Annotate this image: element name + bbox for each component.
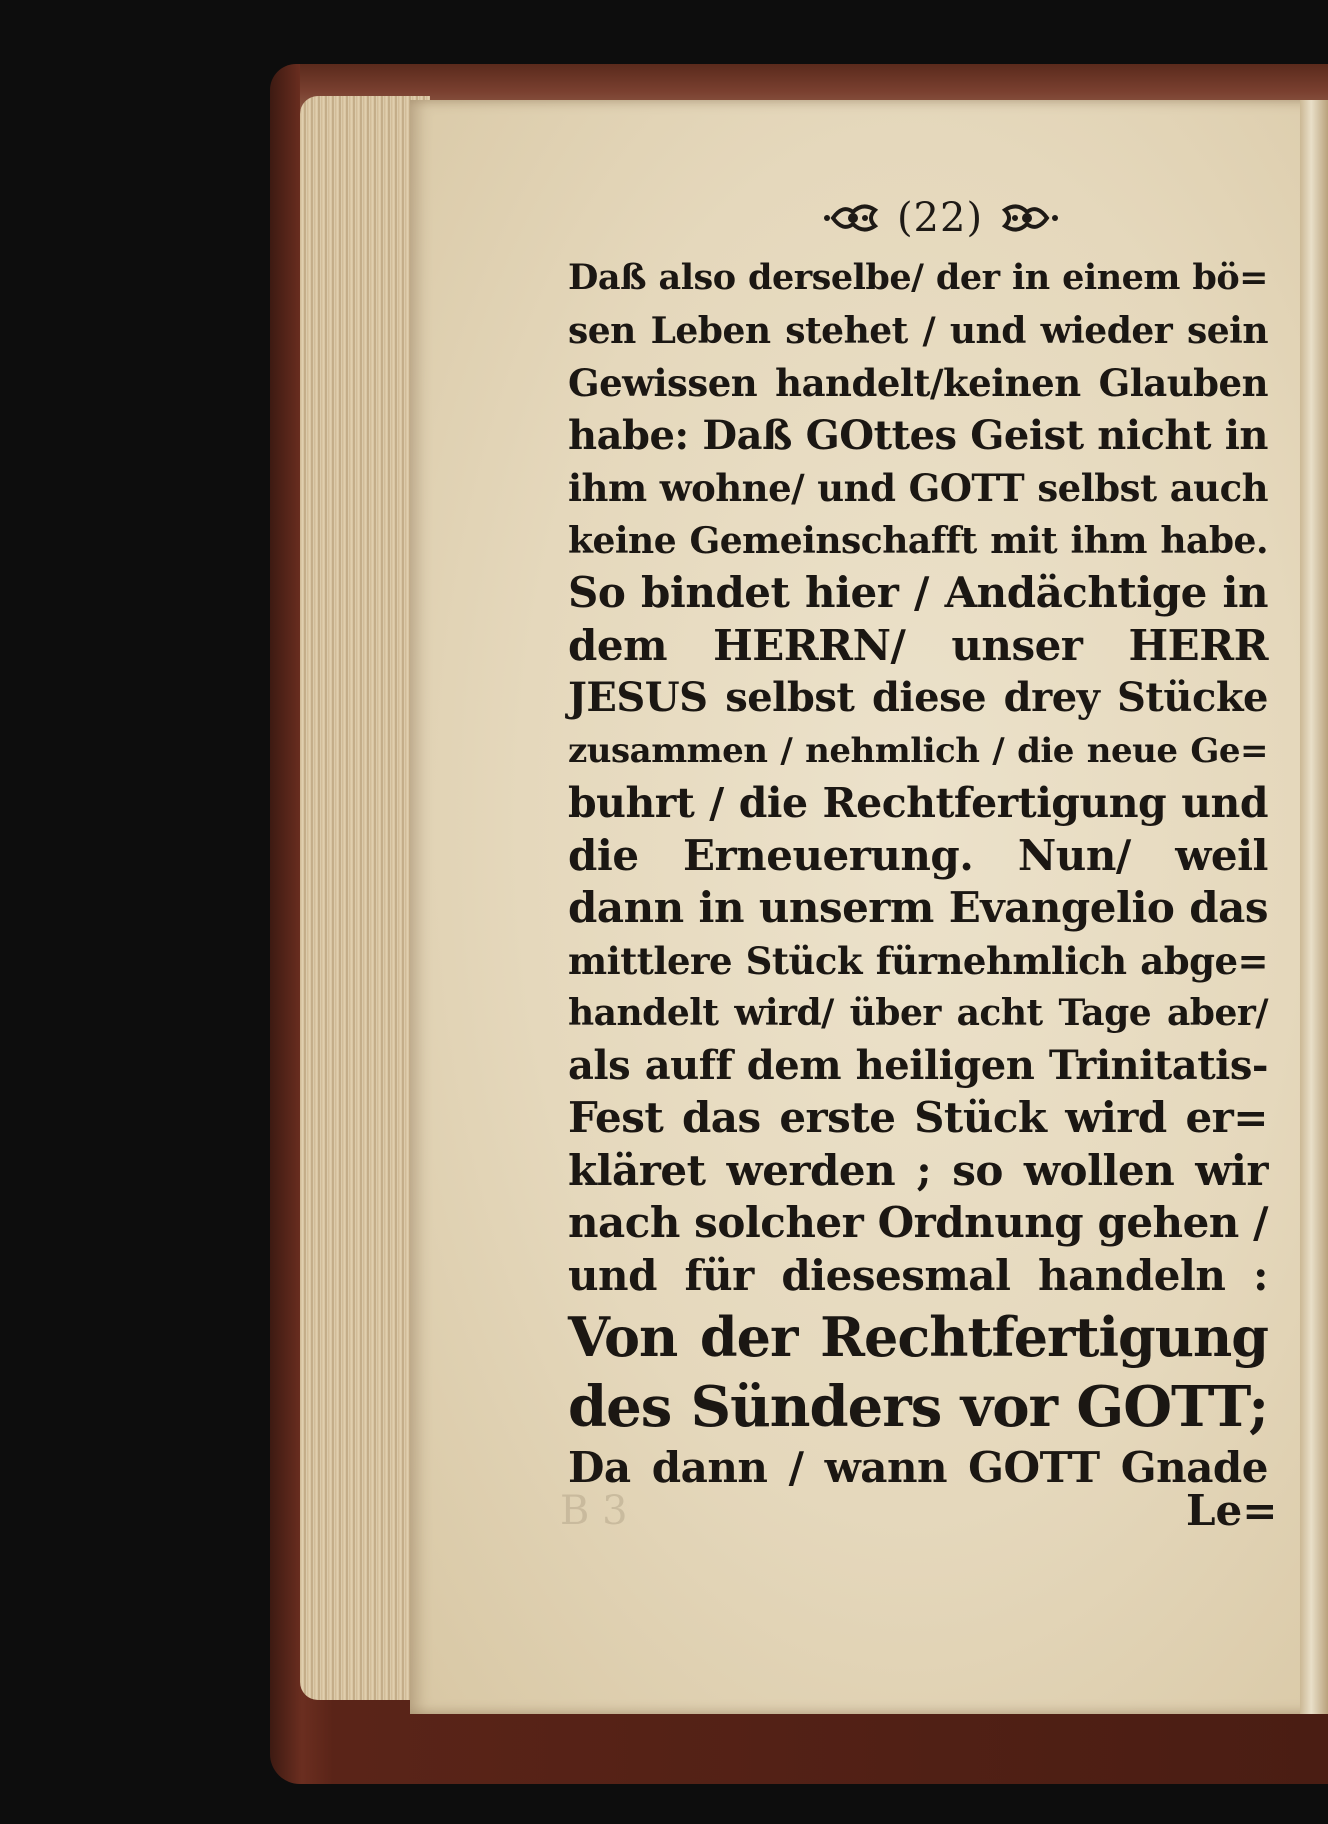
page-number: (22) xyxy=(896,195,984,241)
heading-line: Von der Rechtfertigung xyxy=(568,1305,1268,1369)
text-line: die Erneuerung. Nun/ weil xyxy=(568,830,1268,880)
text-line: Fest das erste Stück wird er= xyxy=(568,1093,1268,1142)
text-line: So bindet hier / Andächtige in xyxy=(568,568,1268,617)
text-line: Daß also derselbe/ der in einem bö= xyxy=(568,257,1268,298)
signature-mark: B 3 xyxy=(560,1488,628,1534)
page-gutter xyxy=(1300,100,1328,1714)
text-line: buhrt / die Rechtfertigung und xyxy=(568,779,1268,827)
body-text xyxy=(568,252,1268,1495)
text-line: Gewissen handelt/keinen Glauben xyxy=(568,361,1268,405)
page-header xyxy=(790,188,1090,248)
text-line: dann in unserm Evangelio das xyxy=(568,883,1268,932)
text-line: kläret werden ; so wollen wir xyxy=(568,1145,1268,1195)
text-line: als auff dem heiligen Trinitatis- xyxy=(568,1041,1268,1089)
text-line: nach solcher Ordnung gehen / xyxy=(568,1198,1268,1247)
text-line: dem HERRN/ unser HERR xyxy=(568,620,1268,670)
catchword: Le= xyxy=(1186,1486,1278,1535)
floral-ornament-icon xyxy=(995,198,1061,238)
floral-ornament-icon xyxy=(819,198,885,238)
text-line: JESUS selbst diese drey Stücke xyxy=(568,674,1268,721)
text-line: zusammen / nehmlich / die neue Ge= xyxy=(568,730,1268,771)
text-line: habe: Daß GOttes Geist nicht in xyxy=(568,411,1268,459)
text-line: mittlere Stück fürnehmlich abge= xyxy=(568,938,1268,983)
text-line: Da dann / wann GOTT Gnade xyxy=(568,1443,1268,1492)
text-line: und für diesesmal handeln : xyxy=(568,1250,1268,1300)
text-line: handelt wird/ über acht Tage aber/ xyxy=(568,992,1268,1034)
heading-line: des Sünders vor GOTT; xyxy=(568,1374,1268,1440)
text-line: ihm wohne/ und GOTT selbst auch xyxy=(568,466,1268,510)
text-line: keine Gemeinschafft mit ihm habe. xyxy=(568,519,1268,562)
text-line: sen Leben stehet / und wieder sein xyxy=(568,309,1268,352)
